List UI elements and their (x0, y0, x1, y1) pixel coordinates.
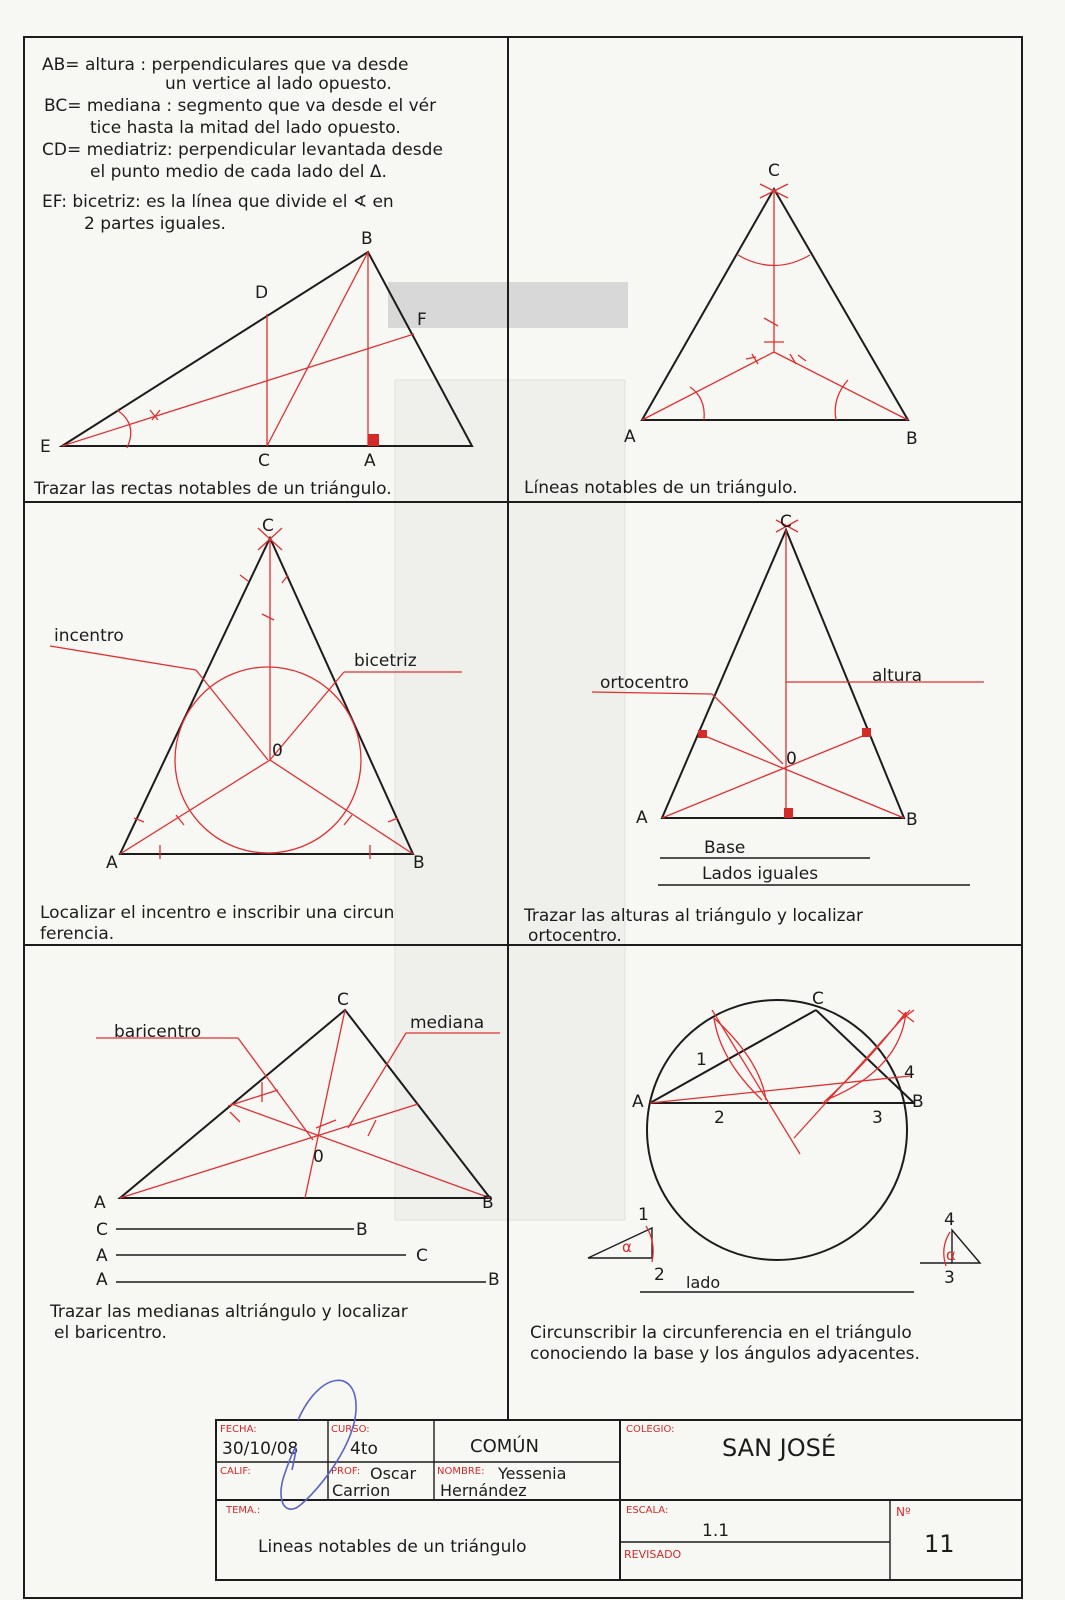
cross (898, 1010, 914, 1022)
prof-value-2: Carrion (332, 1481, 391, 1500)
arc-pair-right (822, 1012, 906, 1104)
label-4: 4 (904, 1063, 915, 1083)
beta-symbol: α (946, 1246, 956, 1264)
label-a: A (94, 1193, 106, 1213)
label-ortocentro: ortocentro (600, 673, 689, 693)
label-mediana: mediana (410, 1013, 485, 1033)
mediatriz-1 (712, 1010, 800, 1154)
nombre-value-2: Hernández (440, 1481, 527, 1500)
curso-label: CURSO: (331, 1424, 370, 1435)
seg3-left: A (96, 1270, 108, 1290)
label-altura: altura (872, 666, 922, 686)
label-b: B (361, 229, 373, 249)
right-angle-c (784, 808, 793, 818)
caption-p5-2: el baricentro. (54, 1323, 167, 1343)
tick-marks (134, 528, 398, 859)
small-1: 1 (638, 1205, 649, 1225)
caption-p3-1: Localizar el incentro e inscribir una circun (40, 903, 395, 923)
revisado-label: REVISADO (624, 1548, 682, 1561)
mediatriz-2 (794, 1010, 910, 1138)
alpha-symbol: α (622, 1238, 632, 1256)
ghost-rectangle (395, 380, 625, 1220)
label-a: A (636, 808, 648, 828)
right-angle-b (862, 728, 871, 737)
label-c: C (258, 451, 270, 471)
colegio-value: SAN JOSÉ (722, 1434, 837, 1462)
side-cb (816, 1010, 914, 1103)
label-c: C (812, 989, 824, 1009)
label-o: 0 (786, 749, 797, 769)
label-b: B (912, 1092, 924, 1112)
label-d: D (255, 283, 269, 303)
label-a: A (106, 853, 118, 873)
label-b: B (413, 853, 425, 873)
label-b: B (906, 810, 918, 830)
calif-label: CALIF: (220, 1466, 251, 1477)
label-a: A (624, 427, 636, 447)
small-4: 4 (944, 1210, 955, 1230)
caption-p4-1: Trazar las alturas al triángulo y localizar (524, 906, 864, 926)
label-3: 3 (872, 1108, 883, 1128)
numero-label: Nº (896, 1505, 911, 1519)
right-angle-mark (368, 434, 379, 446)
label-b: B (482, 1193, 494, 1213)
caption-p4-2: ortocentro. (528, 926, 622, 946)
def-mediatriz-2: el punto medio de cada lado del Δ. (90, 162, 387, 182)
label-bicetriz: bicetriz (354, 651, 417, 671)
angle-construct-left (588, 1228, 652, 1258)
label-e: E (40, 437, 51, 457)
def-bicetriz-2: 2 partes iguales. (84, 214, 226, 234)
tick-marks (746, 318, 806, 364)
label-base: Base (704, 838, 746, 858)
label-baricentro: baricentro (114, 1022, 202, 1042)
label-c: C (337, 990, 349, 1010)
label-o: 0 (313, 1147, 324, 1167)
prof-value-1: Oscar (370, 1464, 417, 1483)
caption-p6-1: Circunscribir la circunferencia en el triángulo (530, 1323, 912, 1343)
label-lados: Lados iguales (702, 864, 819, 884)
label-c: C (780, 512, 792, 532)
triangle-p4 (662, 530, 904, 818)
label-a: A (632, 1092, 644, 1112)
numero-value: 11 (924, 1530, 955, 1558)
escala-value: 1.1 (702, 1521, 730, 1541)
label-o: 0 (272, 741, 283, 761)
seg1-right: B (356, 1220, 368, 1240)
bicetriz-ef (62, 334, 414, 446)
escala-label: ESCALA: (626, 1505, 669, 1516)
side-ac (650, 1010, 816, 1103)
nombre-label: NOMBRE: (437, 1466, 485, 1477)
colegio-label: COLEGIO: (626, 1424, 675, 1435)
angle-construct-right (952, 1230, 980, 1263)
nombre-value-1: Yessenia (498, 1464, 567, 1483)
triangle-p3 (120, 538, 413, 854)
label-c: C (262, 516, 274, 536)
caption-p2: Líneas notables de un triángulo. (524, 478, 798, 498)
caption-p3-2: ferencia. (40, 924, 115, 944)
seg2-right: C (416, 1246, 428, 1266)
small-3: 3 (944, 1268, 955, 1288)
incentro-leader-2 (196, 670, 268, 760)
label-a: A (364, 451, 376, 471)
label-f: F (417, 310, 427, 330)
fecha-value: 30/10/08 (222, 1439, 299, 1459)
seg2-left: A (96, 1246, 108, 1266)
altura-b (700, 734, 904, 818)
bisector-arc (117, 410, 131, 448)
curso-value: 4to (350, 1439, 378, 1459)
label-b: B (906, 429, 918, 449)
def-altura-2: un vertice al lado opuesto. (165, 74, 392, 94)
caption-p1: Trazar las rectas notables de un triángulo. (34, 479, 392, 499)
tema-value: Lineas notables de un triángulo (258, 1537, 527, 1557)
prof-label: PROF: (331, 1466, 361, 1477)
caption-p6-2: conociendo la base y los ángulos adyacentes. (530, 1344, 920, 1364)
def-bicetriz-1: EF: bicetriz: es la línea que divide el ∢ en (42, 192, 394, 212)
fecha-label: FECHA: (220, 1424, 257, 1435)
triangle-p2 (642, 189, 908, 420)
tema-label: TEMA.: (226, 1505, 261, 1516)
label-incentro: incentro (54, 626, 124, 646)
def-mediana-1: BC= mediana : segmento que va desde el vér (44, 96, 437, 116)
comun-value: COMÚN (470, 1436, 539, 1457)
caption-p5-1: Trazar las medianas altriángulo y localizar (50, 1302, 408, 1322)
incentro-leader-1 (50, 646, 196, 670)
label-2: 2 (714, 1108, 725, 1128)
right-angle-a (698, 730, 707, 738)
seg1-left: C (96, 1220, 108, 1240)
label-c: C (768, 161, 780, 181)
label-lado: lado (686, 1273, 721, 1292)
small-2: 2 (654, 1265, 665, 1285)
mediana-bc (267, 252, 368, 446)
def-mediana-2: tice hasta la mitad del lado opuesto. (90, 118, 401, 138)
def-mediatriz-1: CD= mediatriz: perpendicular levantada desde (42, 140, 443, 160)
def-altura-1: AB= altura : perpendiculares que va desde (42, 55, 409, 75)
seg3-right: B (488, 1270, 500, 1290)
arc-pair-left (714, 1018, 766, 1100)
label-1: 1 (696, 1050, 707, 1070)
circumcircle (647, 1000, 907, 1260)
title-block (216, 1420, 1022, 1580)
